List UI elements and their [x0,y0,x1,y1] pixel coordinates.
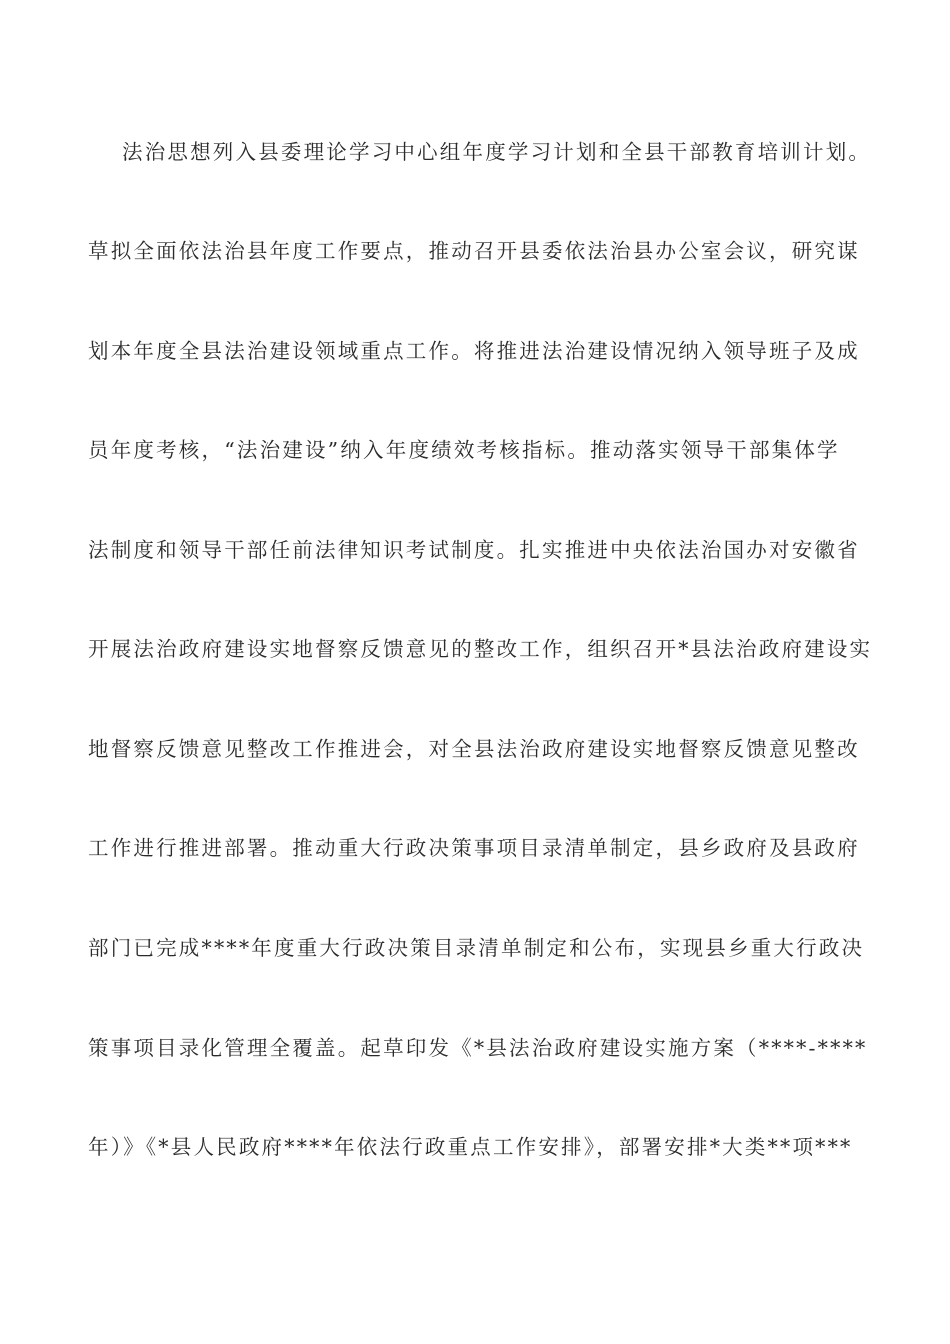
paragraph-line-8: 工作进行推进部署。推动重大行政决策事项目录清单制定，县乡政府及县政府 [88,836,860,860]
paragraph-line-4: 员年度考核，“法治建设”纳入年度绩效考核指标。推动落实领导干部集体学 [88,438,840,462]
paragraph-line-3: 划本年度全县法治建设领域重点工作。将推进法治建设情况纳入领导班子及成 [88,339,860,363]
paragraph-line-11: 年）》《*县人民政府****年依法行政重点工作安排》，部署安排*大类**项*** [88,1135,853,1159]
paragraph-line-5: 法制度和领导干部任前法律知识考试制度。扎实推进中央依法治国办对安徽省 [88,538,860,562]
paragraph-line-6: 开展法治政府建设实地督察反馈意见的整改工作，组织召开*县法治政府建设实 [88,637,873,661]
paragraph-line-9: 部门已完成****年度重大行政决策目录清单制定和公布，实现县乡重大行政决 [88,936,865,960]
paragraph-line-7: 地督察反馈意见整改工作推进会，对全县法治政府建设实地督察反馈意见整改 [88,737,860,761]
paragraph-line-2: 草拟全面依法治县年度工作要点，推动召开县委依法治县办公室会议，研究谋 [88,239,860,263]
paragraph-line-1: 法治思想列入县委理论学习中心组年度学习计划和全县干部教育培训计划。 [122,140,872,164]
paragraph-line-10: 策事项目录化管理全覆盖。起草印发《*县法治政府建设实施方案（****-**** [88,1036,868,1060]
